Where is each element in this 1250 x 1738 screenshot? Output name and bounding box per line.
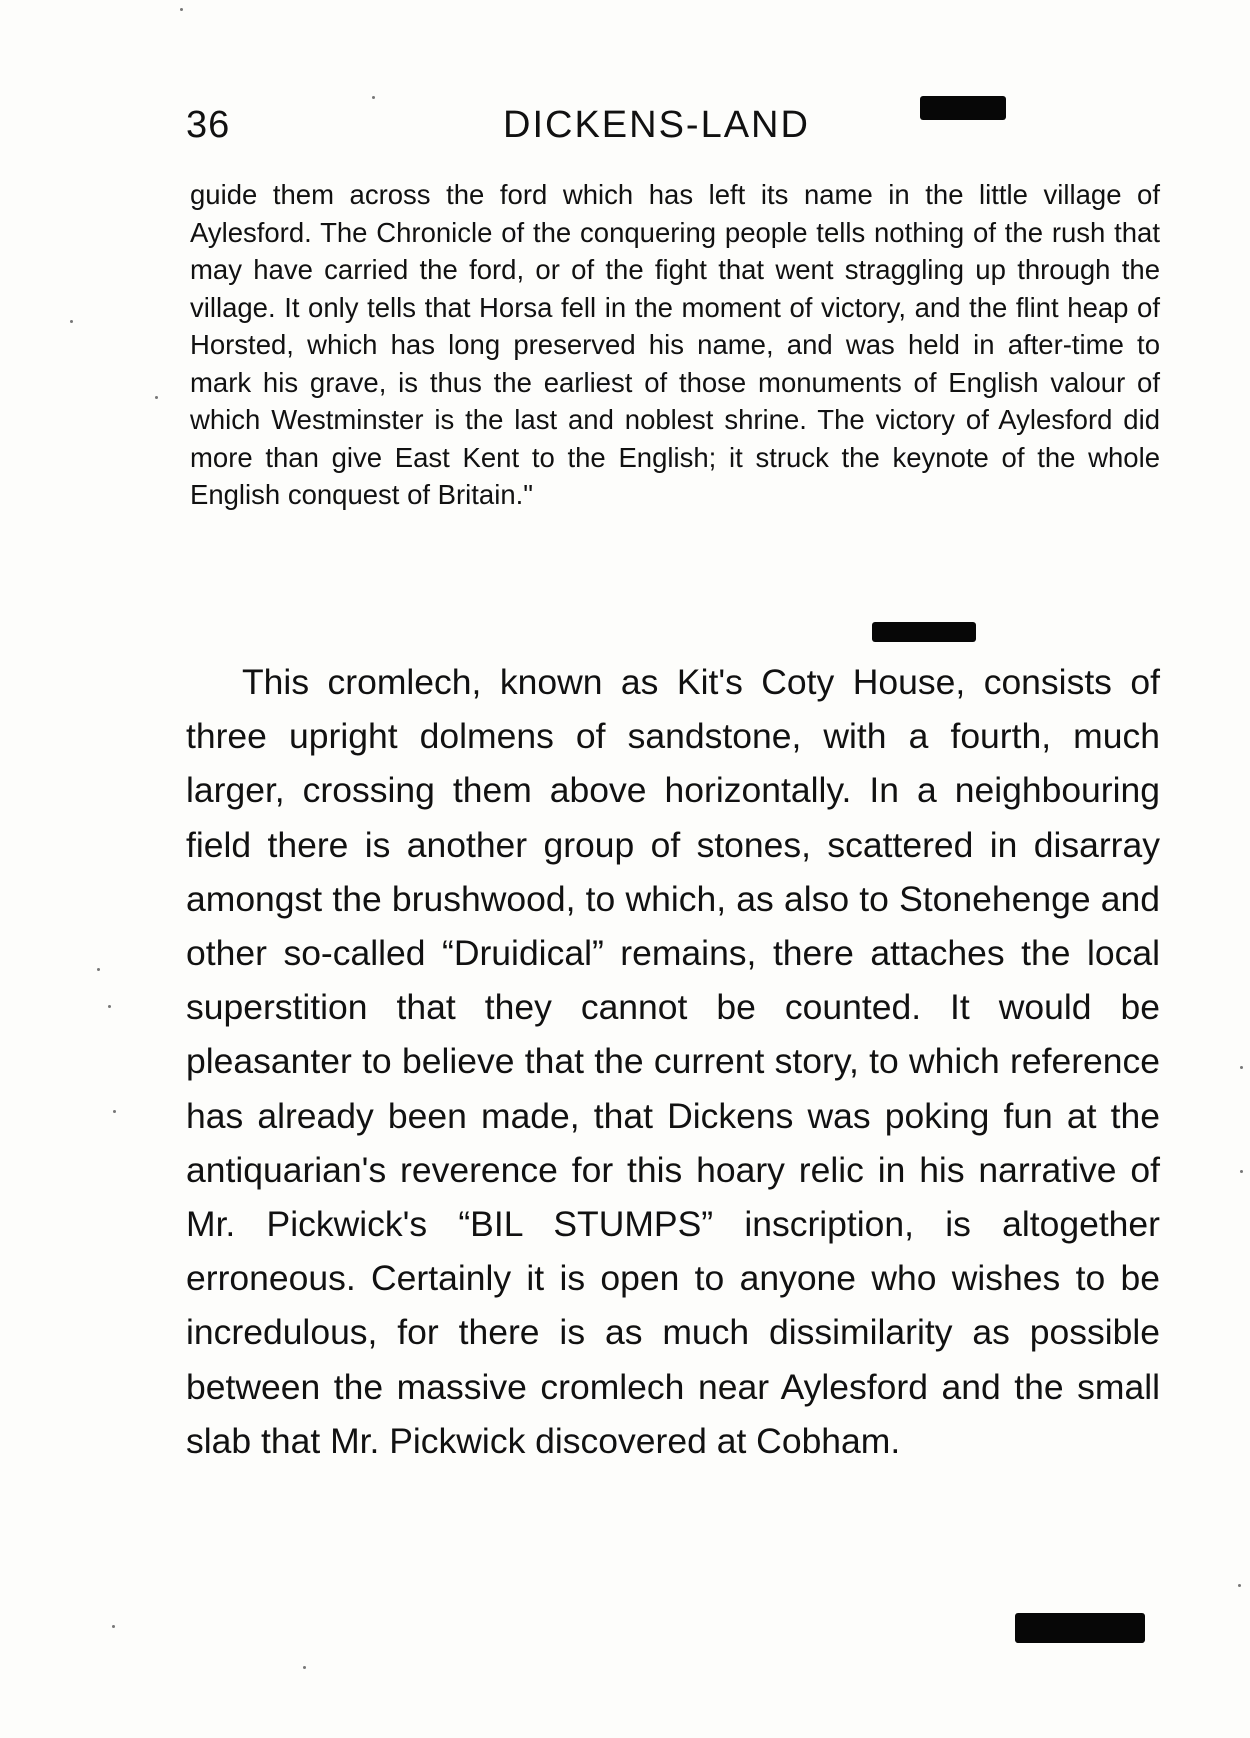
page-number: 36 [186, 104, 231, 146]
scan-speck [155, 396, 158, 399]
scan-speck [1240, 1170, 1243, 1173]
scan-speck [70, 320, 73, 323]
scan-speck [108, 1005, 111, 1008]
main-paragraph-block [186, 655, 1160, 1468]
ink-blot [920, 96, 1006, 120]
scan-speck [303, 1666, 306, 1669]
scan-speck [180, 8, 183, 11]
scan-speck [113, 1110, 116, 1113]
scan-speck [112, 1625, 115, 1628]
scan-speck [1238, 1584, 1241, 1587]
quoted-passage [190, 176, 1160, 514]
body-paragraph: This cromlech, known as Kit's Coty House, consists of three upright dolmens of sandstone, with a fourth, much larger, crossing them above horizontally. In a neighbouring field there is another group of stones, scattered in disarray amongst the brushwood, to which, as also to Stonehenge and other so-called “Druidical” remains, there attaches the local superstition that they cannot be counted. It would be pleasanter to believe that the current story, to which reference has already been made, that Dickens was poking fun at the antiquarian's reverence for this hoary relic in his narrative of Mr. Pickwick's “BIL STUMPS” inscription, is altogether erroneous. Certainly it is open to anyone who wishes to be incredulous, for there is as much dissimilarity as possible between the massive cromlech near Aylesford and the small slab that Mr. Pickwick discovered at Cobham. [186, 662, 1160, 1461]
running-title: DICKENS-LAND [503, 104, 810, 146]
ink-blot [872, 622, 976, 642]
quote-text: guide them across the ford which has left its name in the little village of Aylesford. The Chronicle of the conquering people tells nothing of the rush that may have carried the ford, or of the fight that went straggling up through the village. It only tells that Horsa fell in the moment of victory, and the flint heap of Horsted, which has long preserved his name, and was held in after-time to mark his grave, is thus the earliest of those monuments of English valour of which Westminster is the last and noblest shrine. The victory of Aylesford did more than give East Kent to the English; it struck the keynote of the whole English conquest of Britain." [190, 179, 1160, 510]
scan-speck [97, 968, 100, 971]
ink-blot [1015, 1613, 1145, 1643]
scan-speck [372, 96, 375, 99]
scan-speck [1240, 1066, 1243, 1069]
